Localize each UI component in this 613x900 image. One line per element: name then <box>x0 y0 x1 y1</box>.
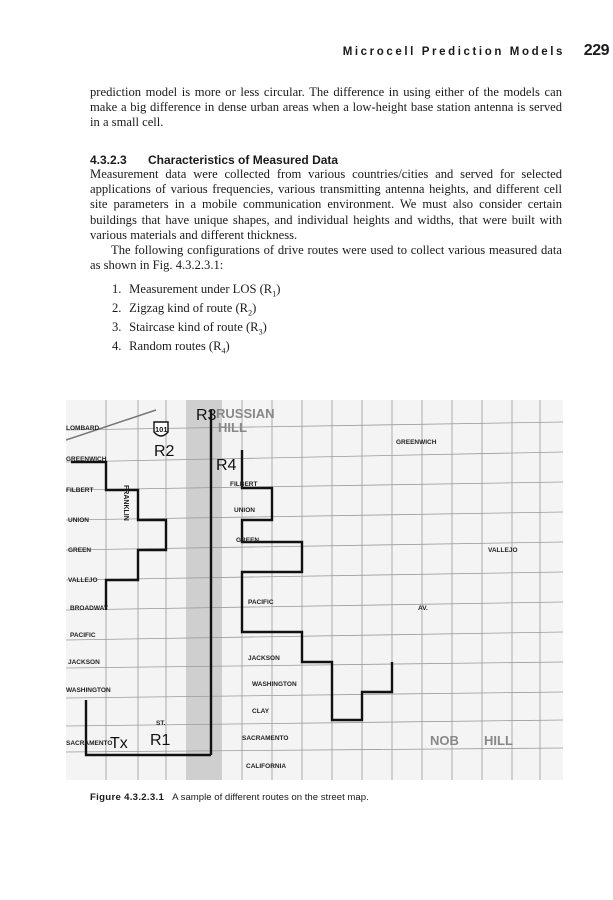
street-st: ST. <box>156 720 166 727</box>
street-franklin: FRANKLIN <box>122 485 129 521</box>
label-tx: Tx <box>110 735 128 752</box>
street-washington-w: WASHINGTON <box>66 687 111 694</box>
list-item <box>112 339 280 358</box>
page-header <box>0 42 613 66</box>
street-sacramento-w: SACRAMENTO <box>66 740 113 747</box>
street-sacramento-c: SACRAMENTO <box>242 735 289 742</box>
area-russian-hill: RUSSIAN <box>216 406 275 421</box>
street-washington-c: WASHINGTON <box>252 681 297 688</box>
street-vallejo-e: VALLEJO <box>488 547 518 554</box>
item-subscript: 1 <box>272 289 277 299</box>
item-close: ) <box>276 282 281 296</box>
list-item <box>112 320 280 339</box>
street-pacific-w: PACIFIC <box>70 632 96 639</box>
area-nob: NOB <box>430 733 459 748</box>
item-text: Zigzag kind of route (R <box>129 301 249 315</box>
street-california: CALIFORNIA <box>246 763 287 770</box>
item-text: Random routes (R <box>129 339 222 353</box>
item-number: 3. <box>112 320 122 334</box>
label-r4: R4 <box>216 457 237 474</box>
street-broadway: BROADWAY <box>70 605 109 612</box>
street-union-w: UNION <box>68 517 89 524</box>
item-text: Measurement under LOS (R <box>129 282 273 296</box>
section-body <box>90 167 562 273</box>
intro-paragraph <box>90 85 562 131</box>
item-subscript: 2 <box>248 308 253 318</box>
label-r2: R2 <box>154 443 175 460</box>
street-greenwich-w: GREENWICH <box>66 456 107 463</box>
street-green-w: GREEN <box>68 547 92 554</box>
street-jackson-w: JACKSON <box>68 659 100 666</box>
street-jackson-c: JACKSON <box>248 655 280 662</box>
item-number: 4. <box>112 339 122 353</box>
street-clay-c: CLAY <box>252 708 270 715</box>
item-close: ) <box>225 339 230 353</box>
caption-label: Figure 4.3.2.3.1 <box>90 792 165 803</box>
section-title: Characteristics of Measured Data <box>148 153 339 167</box>
figure-caption <box>90 792 369 803</box>
item-text: Staircase kind of route (R <box>129 320 259 334</box>
street-map-figure <box>66 400 563 780</box>
street-pacific-c: PACIFIC <box>248 599 274 606</box>
list-item <box>112 282 280 301</box>
item-subscript: 4 <box>221 346 226 356</box>
street-green-c: GREEN <box>236 537 260 544</box>
item-close: ) <box>252 301 257 315</box>
item-number: 2. <box>112 301 122 315</box>
label-r1: R1 <box>150 732 171 749</box>
paragraph-2: The following configurations of drive routes were used to collect various measured data as shown in Fig. 4.3.2.3.1: <box>90 243 562 273</box>
page-number: 229 <box>583 42 609 59</box>
street-av: AV. <box>418 605 428 612</box>
label-r3: R3 <box>196 407 217 424</box>
street-filbert-c: FILBERT <box>230 481 258 488</box>
street-lombard: LOMBARD <box>66 425 100 432</box>
list-item <box>112 301 280 320</box>
caption-text: A sample of different routes on the street map. <box>172 792 369 803</box>
area-nob-hill: HILL <box>484 733 513 748</box>
street-union-c: UNION <box>234 507 255 514</box>
highway-number: 101 <box>155 425 168 434</box>
section-number: 4.3.2.3 <box>90 153 127 167</box>
paragraph-1: Measurement data were collected from various countries/cities and served for selected applications of various frequencies, various transmitting antenna heights, and different cell site parameters in a mobile communication environment. We must also consider certain buildings that have unique shapes, and individual heights and widths, that were built with various materials and different thickness. <box>90 167 562 242</box>
running-title: Microcell Prediction Models <box>342 46 565 58</box>
street-greenwich-e: GREENWICH <box>396 439 437 446</box>
section-heading <box>90 153 338 167</box>
item-close: ) <box>262 320 267 334</box>
item-number: 1. <box>112 282 122 296</box>
street-filbert-w: FILBERT <box>66 487 94 494</box>
street-vallejo-w: VALLEJO <box>68 577 98 584</box>
area-hill: HILL <box>218 420 247 435</box>
intro-text: prediction model is more or less circular. The difference in using either of the models can make a big difference in dense urban areas when a low-height base station antenna is served in a small cell. <box>90 85 562 130</box>
highway-shield-icon <box>154 422 168 436</box>
route-list <box>112 282 280 358</box>
item-subscript: 3 <box>258 327 263 337</box>
